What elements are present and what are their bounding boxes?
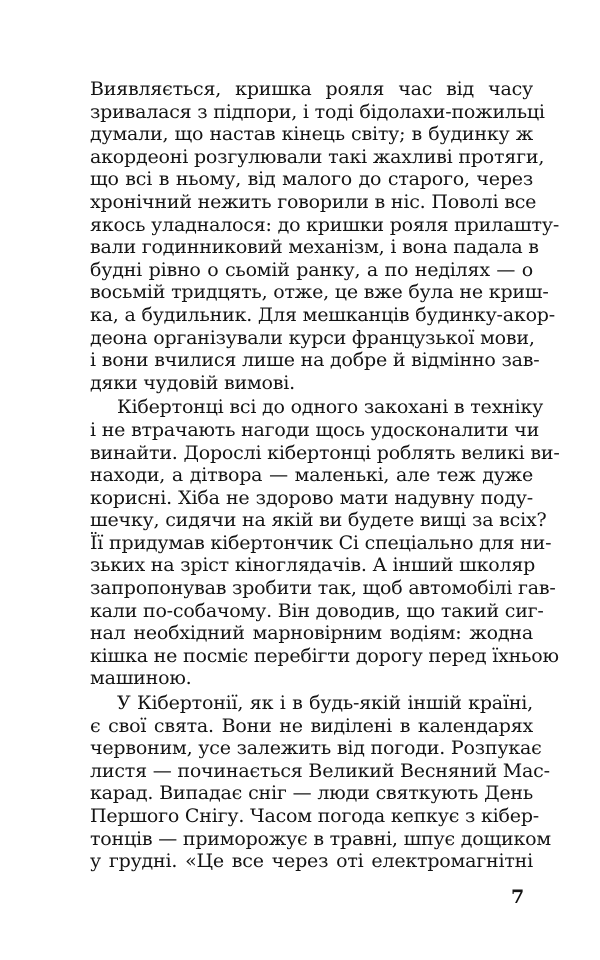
paragraph-3	[90, 692, 551, 873]
text-line: запропонував зробити так, щоб автомобілі гав-	[90, 577, 556, 600]
text-line: є свої свята. Вони не виділені в календарях	[90, 714, 533, 737]
text-line: Її придумав кібертончик Сі спеціально для ни-	[90, 531, 552, 554]
paragraph-1	[90, 78, 560, 394]
text-line: Першого Снігу. Часом погода кепкує з кібер-	[90, 805, 540, 827]
text-line: тонців — приморожує в травні, шпує дощиком	[90, 827, 551, 850]
page-body	[90, 78, 560, 875]
text-line: винайти. Дорослі кібертонці роблять великі ви-	[90, 441, 560, 464]
text-line: хронічний нежить говорили в ніс. Поволі все	[90, 190, 537, 213]
text-line: шечку, сидячи на якій ви будете вищі за всіх?	[90, 509, 547, 532]
text-line: і не втрачають нагоди щось удосконалити чи	[90, 418, 540, 441]
text-line: нал необхідний марновірним водіям: жодна	[90, 622, 533, 645]
text-line: і вони вчилися лише на добре й відмінно зав-	[90, 349, 540, 372]
text-line: у грудні. «Це все через оті електромагнітні	[90, 850, 533, 873]
text-line: акордеоні розгулювали такі жахливі протяги,	[90, 145, 545, 168]
text-line: зривалася з підпори, і тоді бідолахи-пожильці	[90, 100, 545, 123]
text-line: вали годинниковий механізм, і вона падала в	[90, 236, 539, 259]
paragraph-2	[90, 396, 560, 690]
text-line: що всі в ньому, від малого до старого, через	[90, 168, 533, 191]
text-line: якось уладналося: до кришки рояля прилашту-	[90, 213, 560, 236]
text-line: кали по-собачому. Він доводив, що такий сиг-	[90, 599, 544, 622]
text-line: восьмій тридцять, отже, це вже була не криш-	[90, 281, 549, 304]
text-line: зьких на зріст кіноглядачів. А інший школяр	[90, 554, 536, 577]
text-line: думали, що настав кінець світу; в будинку ж	[90, 123, 533, 146]
text-line: листя — починається Великий Весняний Мас-	[90, 759, 550, 782]
page-number: 7	[511, 886, 525, 908]
text-line: Виявляється, кришка рояля час від часу	[90, 78, 533, 100]
text-line: У Кібертонії, як і в будь-якій іншій країні,	[117, 692, 533, 715]
text-line: Кібертонці всі до одного закохані в техніку	[117, 396, 544, 419]
text-line: будні рівно о сьомій ранку, а по неділях — о	[90, 258, 533, 281]
text-line: деона організували курси французької мови,	[90, 326, 535, 349]
text-line: карад. Випадає сніг — люди святкують День	[90, 782, 533, 805]
text-line: червоним, усе залежить від погоди. Розпукає	[90, 737, 542, 760]
text-line: корисні. Хіба не здорово мати надувну поду-	[90, 486, 533, 509]
text-line: кішка не посміє перебігти дорогу перед їхньою	[90, 644, 559, 667]
text-line: находи, а дітвора — маленькі, але теж дуже	[90, 464, 533, 487]
text-line: машиною.	[90, 667, 192, 690]
text-line: ка, а будильник. Для мешканців будинку-акор-	[90, 303, 555, 326]
text-line: дяки чудовій вимові.	[90, 371, 296, 394]
